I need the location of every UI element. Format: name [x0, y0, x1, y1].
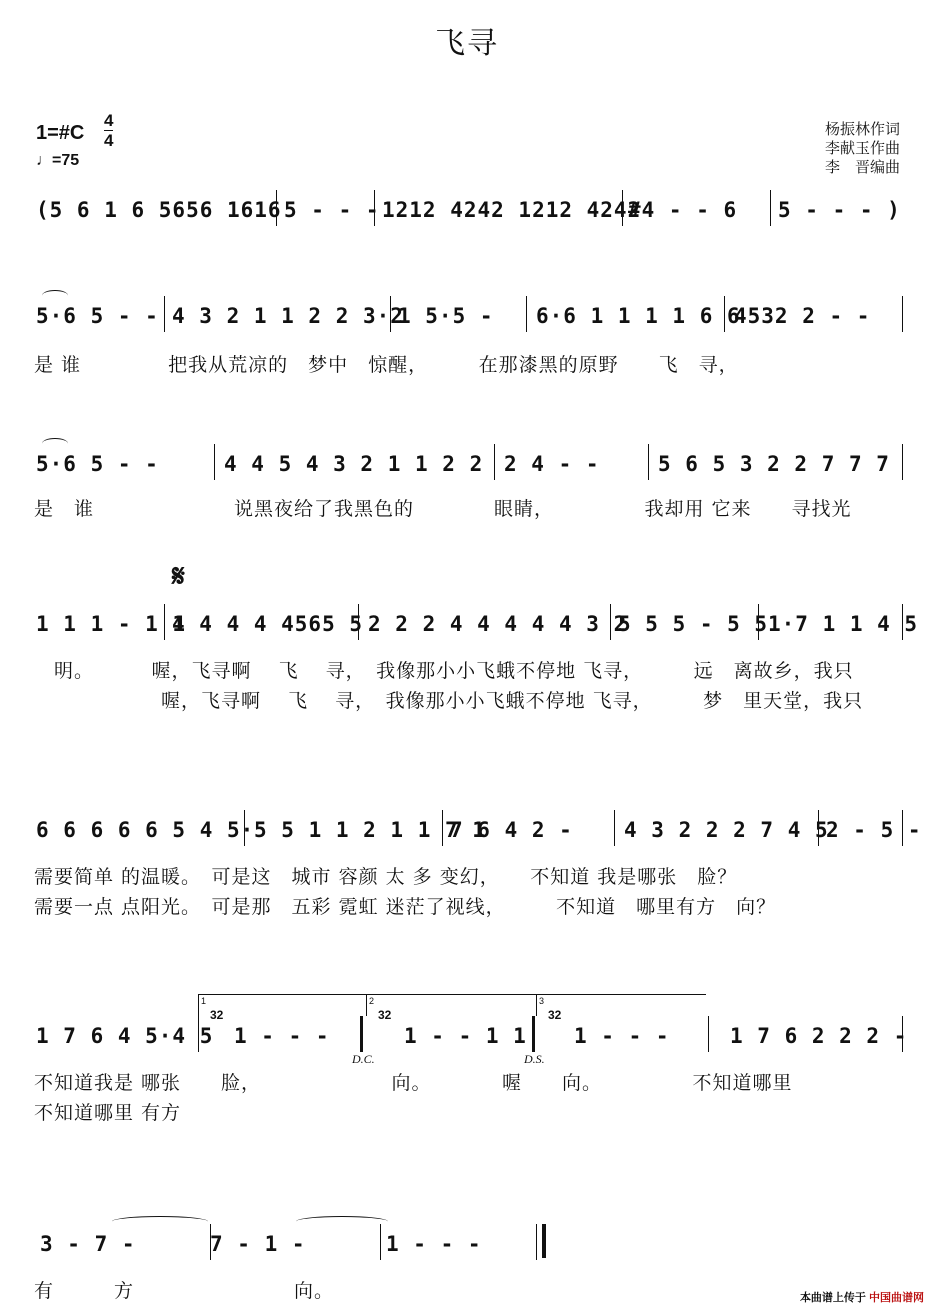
notation-row-4 — [32, 612, 919, 652]
tie — [112, 1216, 208, 1227]
song-title: 飞寻 — [435, 26, 499, 61]
barline — [902, 444, 903, 480]
da-capo-marking: D.C. — [352, 1052, 375, 1066]
volta-bracket-edge — [536, 994, 537, 1016]
barline — [902, 1016, 903, 1052]
lyrics-line: 是 谁 把我从荒凉的 梦中 惊醒， 在那漆黑的原野 飞 寻， — [34, 354, 739, 376]
barline — [380, 1224, 381, 1260]
slur — [42, 290, 68, 301]
volta-bracket — [198, 994, 706, 995]
barline — [244, 810, 245, 846]
notation-row-3 — [32, 452, 908, 492]
measure: 2 - 5 - — [826, 818, 922, 842]
barline — [724, 296, 725, 332]
footer-prefix: 本曲谱上传于 — [799, 1292, 866, 1304]
measure: 7 6 4 2 - — [450, 818, 573, 842]
measure: 2 2 2 4 4 4 4 4 3 2 — [368, 612, 628, 636]
lyrics-line: 是 谁 说黑夜给了我黑色的 眼睛， 我却用 它来 寻找光 — [34, 498, 852, 520]
barline — [164, 296, 165, 332]
measure: (5 6 1 6 5656 1616 — [36, 198, 282, 222]
repeat-barline — [360, 1016, 363, 1052]
tie — [296, 1216, 388, 1227]
measure: 5·6 5 - - — [36, 452, 159, 476]
barline — [536, 1224, 537, 1260]
time-signature — [104, 112, 113, 149]
measure: 1212 4242 1212 4242 — [382, 198, 642, 222]
grace-notes: 32 — [210, 1008, 224, 1022]
lyrics-verse-2: 喔，飞寻啊 飞 寻， 我像那小小飞蛾不停地 飞寻， 梦 里天堂，我只 — [34, 690, 864, 712]
lyrics-verse-1: 需要简单 的温暖。 可是这 城市 容颜 太 多 变幻， 不知道 我是哪张 脸？ — [34, 866, 738, 888]
volta-number: 2 — [369, 996, 375, 1006]
lyrics-verse-1: 明。 喔，飞寻啊 飞 寻， 我像那小小飞蛾不停地 飞寻， 远 离故乡，我只 — [34, 660, 854, 682]
measure: 1 5·5 - — [398, 304, 494, 328]
tempo-marking: ♩=75 — [36, 152, 80, 169]
barline — [610, 604, 611, 640]
measure: 1 - - - — [386, 1232, 482, 1256]
measure: 6·6 1 1 1 1 6 6 — [536, 304, 741, 328]
volta-number: 3 — [539, 996, 545, 1006]
barline — [902, 296, 903, 332]
site-logo-text: 中国曲谱网 — [869, 1292, 924, 1304]
measure: 4 4 5 4 3 2 1 1 2 2 — [224, 452, 484, 476]
barline — [198, 1016, 199, 1052]
measure: 5 5 5 - 5 5 — [618, 612, 769, 636]
measure: 5 - - - — [284, 198, 380, 222]
barline — [494, 444, 495, 480]
segno-sign: 𝄋 — [172, 560, 185, 593]
barline — [902, 604, 903, 640]
measure: 4 3 2 1 1 2 2 3·2 — [172, 304, 404, 328]
barline — [614, 810, 615, 846]
barline — [708, 1016, 709, 1052]
barline — [622, 190, 623, 226]
measure: 4 4 4 4 4565 5 — [172, 612, 364, 636]
barline — [818, 810, 819, 846]
time-signature-top: 4 — [104, 111, 114, 130]
measure: 6 6 6 6 6 5 4 5· — [36, 818, 255, 842]
measure: 1 1 1 - 1 1 — [36, 612, 187, 636]
measure: 1 - - - — [234, 1024, 330, 1048]
lyrics-verse-2: 需要一点 点阳光。 可是那 五彩 霓虹 迷茫了视线， 不知道 哪里有方 向？ — [34, 896, 777, 918]
key-signature: 1=#C — [36, 122, 85, 144]
notation-row-7 — [32, 1232, 908, 1272]
arranger-credit: 李 晋编曲 — [824, 159, 900, 176]
measure: 5 6 5 3 2 2 7 7 7 — [658, 452, 890, 476]
measure: 7 - 1 - — [210, 1232, 306, 1256]
barline — [526, 296, 527, 332]
grace-notes: 32 — [548, 1008, 562, 1022]
measure: 5 5 1 1 2 1 1 7 1 — [254, 818, 486, 842]
barline — [758, 604, 759, 640]
composer-credit: 李献玉作曲 — [824, 140, 900, 157]
measure: 1 - - 1 1 — [404, 1024, 527, 1048]
slur — [42, 438, 68, 449]
barline — [390, 296, 391, 332]
volta-bracket-edge — [366, 994, 367, 1016]
grace-notes: 32 — [378, 1008, 392, 1022]
measure: 1·7 1 1 4 5 — [768, 612, 919, 636]
notation-row-2 — [32, 304, 908, 344]
barline — [374, 190, 375, 226]
measure: 1 7 6 2 2 2 - — [730, 1024, 908, 1048]
barline — [902, 810, 903, 846]
final-barline — [542, 1224, 546, 1258]
notation-row-1 — [32, 198, 908, 238]
barline — [770, 190, 771, 226]
time-signature-bottom: 4 — [104, 131, 114, 150]
measure: 4532 2 - - — [734, 304, 871, 328]
measure: 3 - 7 - — [40, 1232, 136, 1256]
barline — [214, 444, 215, 480]
measure: 5 - - - ) — [778, 198, 901, 222]
barline — [442, 810, 443, 846]
notation-row-6 — [32, 1024, 908, 1064]
repeat-barline — [532, 1016, 535, 1052]
measure: #4 - - 6 — [628, 198, 738, 222]
lyrics-line: 有 方 向。 — [34, 1280, 335, 1302]
volta-bracket-edge — [198, 994, 199, 1016]
measure: 4 3 2 2 2 7 4 5 — [624, 818, 829, 842]
barline — [276, 190, 277, 226]
barline — [648, 444, 649, 480]
measure: 2 4 - - — [504, 452, 600, 476]
lyricist-credit: 杨振林作词 — [824, 121, 900, 138]
measure: 1 - - - — [574, 1024, 670, 1048]
measure: 5·6 5 - - — [36, 304, 159, 328]
lyrics-verse-2: 不知道哪里 有方 — [34, 1102, 182, 1124]
measure: 1 7 6 4 5·4 5 — [36, 1024, 214, 1048]
lyrics-verse-1: 不知道我是 哪张 脸， 向。 喔 向。 不知道哪里 — [34, 1072, 793, 1094]
volta-number: 1 — [201, 996, 207, 1006]
dal-segno-marking: D.S. — [524, 1052, 545, 1066]
barline — [164, 604, 165, 640]
barline — [358, 604, 359, 640]
footer-watermark — [800, 1289, 924, 1305]
notation-row-5 — [32, 818, 922, 858]
